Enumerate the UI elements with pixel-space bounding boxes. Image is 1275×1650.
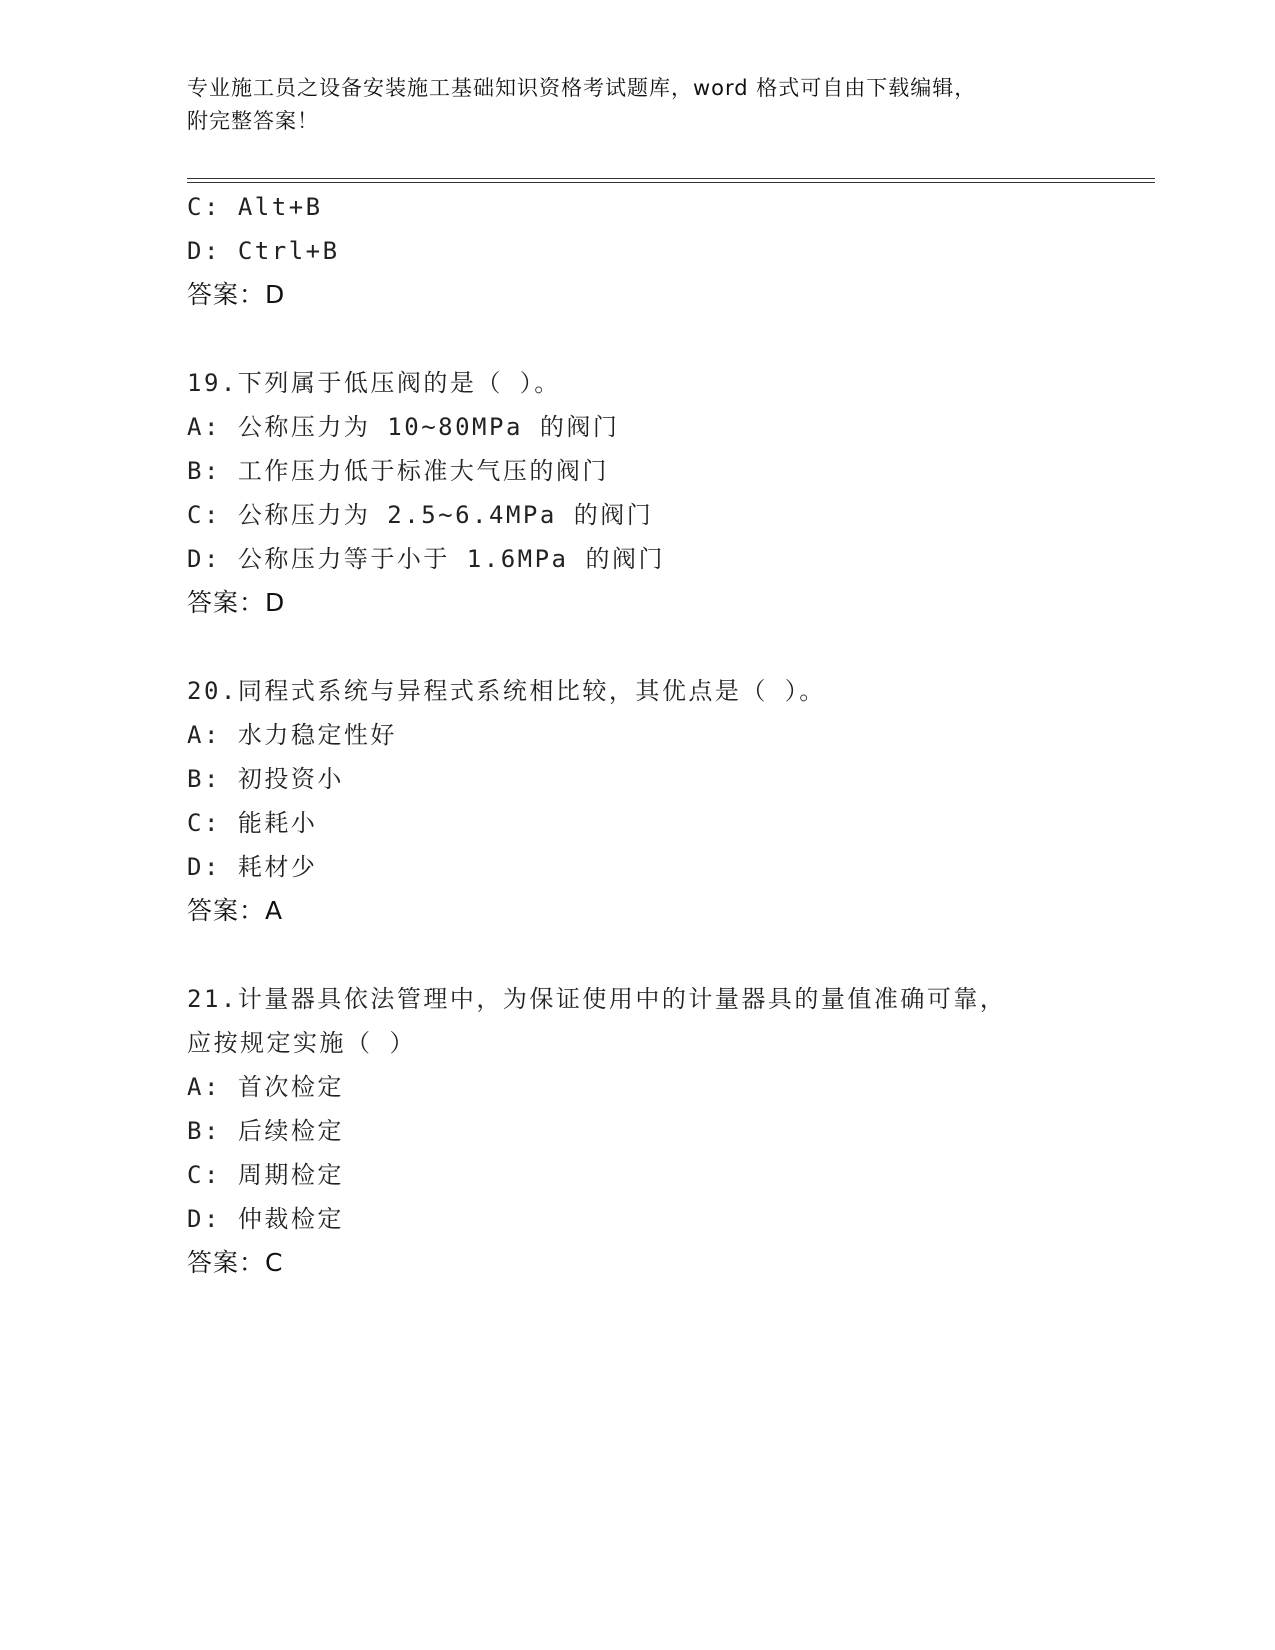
question-20-option-d: D: 耗材少 xyxy=(187,853,318,881)
question-19-option-a: A: 公称压力为 10~80MPa 的阀门 xyxy=(187,413,620,441)
header-divider-top xyxy=(187,178,1155,179)
question-19-option-b: B: 工作压力低于标准大气压的阀门 xyxy=(187,457,609,485)
question-20-option-a: A: 水力稳定性好 xyxy=(187,721,397,749)
question-19-option-d: D: 公称压力等于小于 1.6MPa 的阀门 xyxy=(187,545,665,573)
header-divider-bottom xyxy=(187,182,1155,183)
header-line-1: 专业施工员之设备安装施工基础知识资格考试题库，word 格式可自由下载编辑， xyxy=(187,76,977,100)
question-20-stem: 20.同程式系统与异程式系统相比较，其优点是（ ）。 xyxy=(187,677,826,705)
question-20-option-b: B: 初投资小 xyxy=(187,765,344,793)
question-19-stem: 19.下列属于低压阀的是（ ）。 xyxy=(187,369,561,397)
question-21-option-c: C: 周期检定 xyxy=(187,1161,344,1189)
question-21-option-a: A: 首次检定 xyxy=(187,1073,344,1101)
question-21-option-b: B: 后续检定 xyxy=(187,1117,344,1145)
question-21-stem-line-2: 应按规定实施（ ） xyxy=(187,1029,416,1057)
header-line-2: 附完整答案！ xyxy=(187,109,319,133)
question-19-option-c: C: 公称压力为 2.5~6.4MPa 的阀门 xyxy=(187,501,654,529)
question-20-answer: 答案：A xyxy=(187,896,284,925)
document-header xyxy=(187,72,1087,138)
question-19-answer: 答案：D xyxy=(187,588,286,617)
prev-option-d: D: Ctrl+B xyxy=(187,237,340,265)
question-21-stem-line-1: 21.计量器具依法管理中，为保证使用中的计量器具的量值准确可靠， xyxy=(187,985,1007,1013)
question-20-option-c: C: 能耗小 xyxy=(187,809,318,837)
question-21-answer: 答案：C xyxy=(187,1248,284,1277)
prev-answer: 答案：D xyxy=(187,280,286,309)
prev-option-c: C: Alt+B xyxy=(187,193,323,221)
question-21-option-d: D: 仲裁检定 xyxy=(187,1205,344,1233)
